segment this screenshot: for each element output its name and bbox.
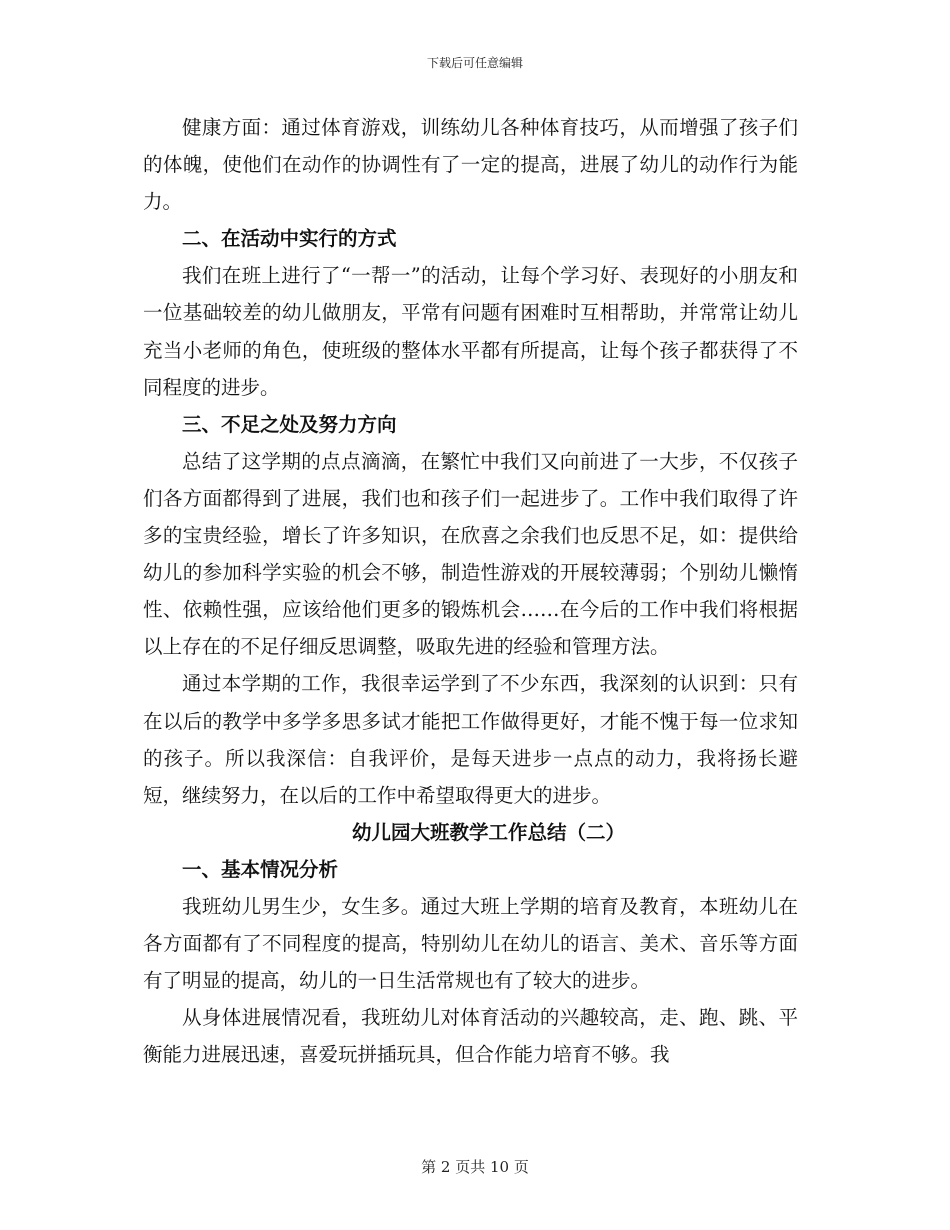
- paragraph-class-overview: 我班幼儿男生少，女生多。通过大班上学期的培育及教育，本班幼儿在各方面都有了不同程度的提高，特别幼儿在幼儿的语言、美术、音乐等方面有了明显的提高，幼儿的一日生活常规也有了较大的进步。: [143, 894, 798, 993]
- paragraph-health: 健康方面：通过体育游戏，训练幼儿各种体育技巧，从而增强了孩子们的体魄，使他们在动作的协调性有了一定的提高，进展了幼儿的动作行为能力。: [143, 116, 798, 214]
- page-header-note: 下载后可任意编辑: [426, 56, 523, 70]
- paragraph-help-activity: 我们在班上进行了“一帮一”的活动，让每个学习好、表现好的小朋友和一位基础较差的幼儿做朋友，平常有问题有困难时互相帮助，并常常让幼儿充当小老师的角色，使班级的整体水平都有所提高，让每个孩子都获得了不同程度的进步。: [143, 264, 798, 399]
- heading-basic-analysis: 一、基本情况分析: [182, 857, 339, 881]
- heading-section-3: 三、不足之处及努力方向: [182, 412, 397, 436]
- paragraph-physical-development: 从身体进展情况看，我班幼儿对体育活动的兴趣较高，走、跑、跳、平衡能力进展迅速，喜爱玩拼插玩具，但合作能力培育不够。我: [143, 1006, 798, 1067]
- heading-section-2: 二、在活动中实行的方式: [182, 227, 397, 251]
- paragraph-summary: 总结了这学期的点点滴滴，在繁忙中我们又向前进了一大步，不仅孩子们各方面都得到了进展，我们也和孩子们一起进步了。工作中我们取得了许多的宝贵经验，增长了许多知识，在欣喜之余我们也反思不足，如：提供给幼儿的参加科学实验的机会不够，制造性游戏的开展较薄弱；个别幼儿懒惰性、依赖性强，应该给他们更多的锻炼机会……在今后的工作中我们将根据以上存在的不足仔细反思调整，吸取先进的经验和管理方法。: [143, 449, 798, 659]
- page-number: 第 2 页共 10 页: [421, 1158, 529, 1176]
- document-body: [143, 109, 798, 1073]
- paragraph-conclusion: 通过本学期的工作，我很幸运学到了不少东西，我深刻的认识到：只有在以后的教学中多学多思多试才能把工作做得更好，才能不愧于每一位求知的孩子。所以我深信：自我评价，是每天进步一点点的动力，我将扬长避短，继续努力，在以后的工作中希望取得更大的进步。: [143, 672, 798, 807]
- document-title-part-2: 幼儿园大班教学工作总结（二）: [351, 820, 625, 844]
